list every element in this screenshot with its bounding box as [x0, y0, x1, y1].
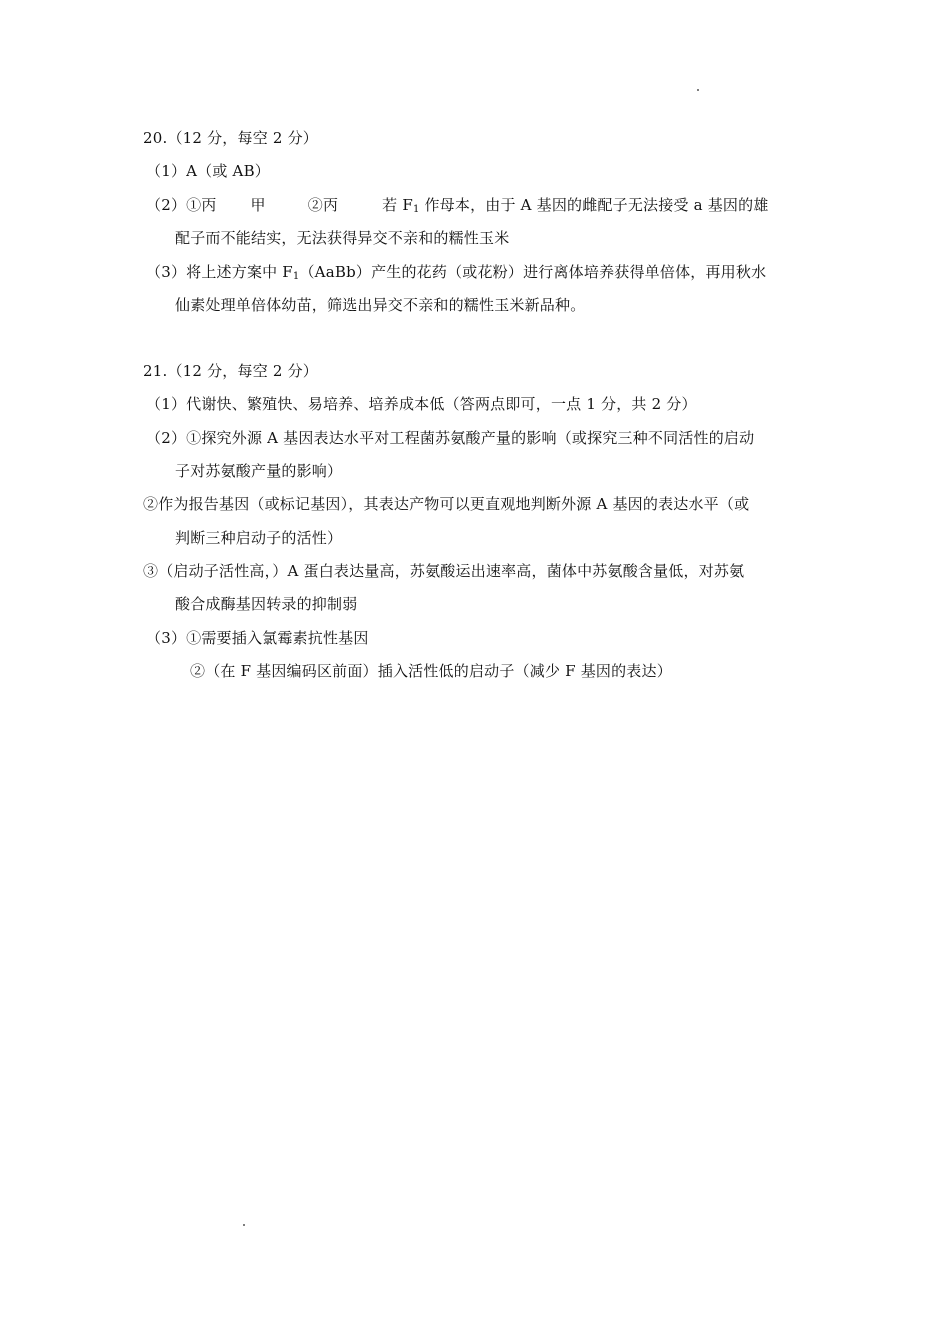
q21-part3-item2: ②（在 F 基因编码区前面）插入活性低的启动子（减少 F 基因的表达）	[190, 662, 672, 680]
q20-part2-lead: （2）①丙	[146, 196, 217, 214]
q21-part2-item2-continuation: 判断三种启动子的活性）	[175, 529, 343, 547]
q20-part2-answer1: 甲	[250, 196, 266, 214]
q20-header: 20.（12 分，每空 2 分）	[143, 129, 318, 147]
q21-part1: （1）代谢快、繁殖快、易培养、培养成本低（答两点即可，一点 1 分，共 2 分）	[146, 395, 697, 413]
q20-part2-cond-post: 作母本，由于 A 基因的雌配子无法接受 a 基因的雄	[419, 196, 769, 214]
q21-part2-item2: ②作为报告基因（或标记基因），其表达产物可以更直观地判断外源 A 基因的表达水平（或	[143, 495, 750, 513]
q21-part3-item1: （3）①需要插入氯霉素抗性基因	[146, 629, 369, 647]
q20-part2-cond-pre: 若 F	[382, 196, 413, 214]
q20-part3-pre: （3）将上述方案中 F	[146, 263, 293, 281]
q21-part2-item3-continuation: 酸合成酶基因转录的抑制弱	[175, 595, 358, 613]
q20-part1: （1）A（或 AB）	[146, 162, 271, 180]
q21-part2-item3: ③（启动子活性高，）A 蛋白表达量高，苏氨酸运出速率高，菌体中苏氨酸含量低，对苏氨	[143, 562, 745, 580]
q20-part3-continuation: 仙素处理单倍体幼苗，筛选出异交不亲和的糯性玉米新品种。	[175, 296, 586, 314]
q20-part2-answer2: ②丙	[307, 196, 339, 214]
q20-part3-sub: 1	[292, 271, 300, 282]
q21-header: 21.（12 分，每空 2 分）	[143, 362, 318, 380]
q21-part2-item1-continuation: 子对苏氨酸产量的影响）	[175, 462, 343, 480]
q20-part2	[146, 195, 769, 215]
q21-part2-item1: （2）①探究外源 A 基因表达水平对工程菌苏氨酸产量的影响（或探究三种不同活性的启动	[146, 429, 755, 447]
q20-part2-continuation: 配子而不能结实，无法获得异交不亲和的糯性玉米	[175, 229, 510, 247]
scan-dot-bottom	[243, 1224, 245, 1226]
q20-part3	[146, 262, 766, 282]
q20-part3-post: （AaBb）产生的花药（或花粉）进行离体培养获得单倍体，再用秋水	[299, 263, 767, 281]
scan-dot-top	[697, 89, 699, 91]
q20-part2-cond-sub: 1	[412, 204, 420, 215]
